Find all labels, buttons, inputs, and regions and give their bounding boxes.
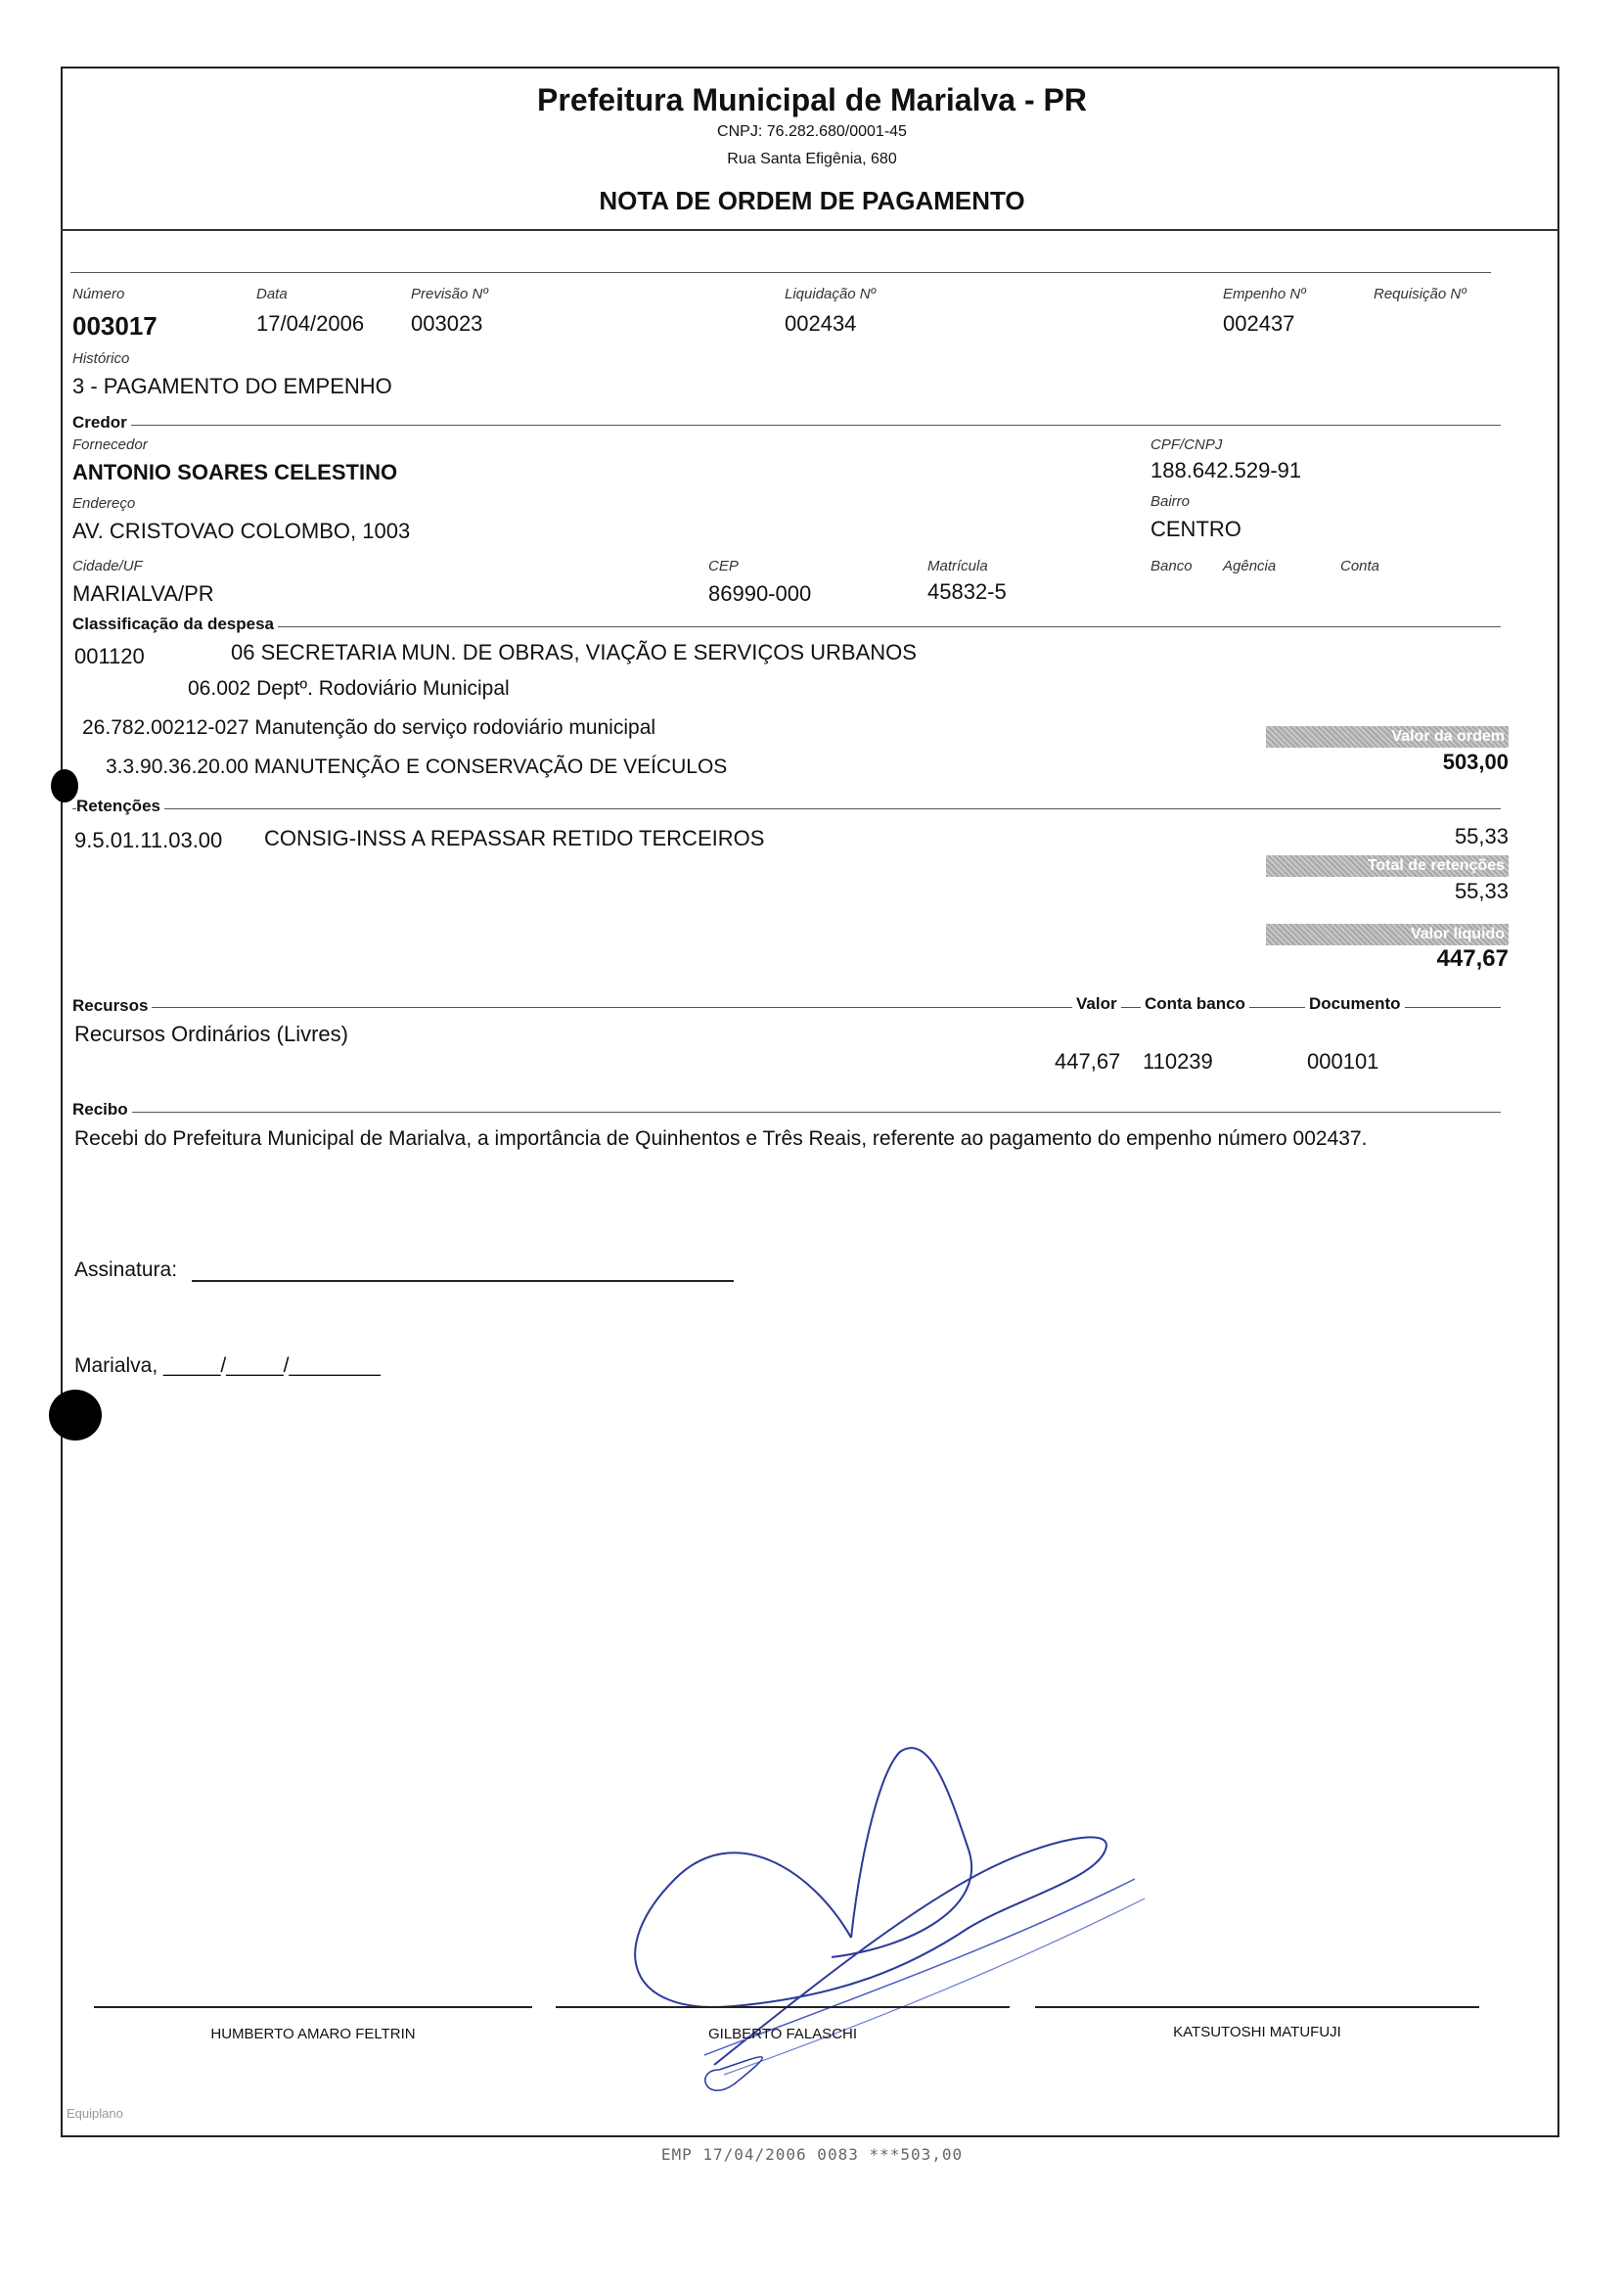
classificacao-code: 001120 <box>74 644 145 668</box>
recursos-valor-header: Valor <box>1072 994 1121 1014</box>
cep-value: 86990-000 <box>708 581 812 606</box>
punch-hole-mark <box>51 769 78 802</box>
total-retencoes-value: 55,33 <box>1454 879 1509 903</box>
bank-stamp: EMP 17/04/2006 0083 ***503,00 <box>660 2145 964 2164</box>
orgao-text: 06 SECRETARIA MUN. DE OBRAS, VIAÇÃO E SERVIÇOS URBANOS <box>231 640 917 664</box>
data-value: 17/04/2006 <box>256 311 365 336</box>
elemento-text: 3.3.90.36.20.00 MANUTENÇÃO E CONSERVAÇÃO DE VEÍCULOS <box>106 755 728 778</box>
page-title: Prefeitura Municipal de Marialva - PR <box>537 82 1087 117</box>
empenho-label: Empenho Nº <box>1223 286 1306 302</box>
recibo-section-label: Recibo <box>72 1100 132 1120</box>
header-divider <box>61 229 1559 231</box>
credor-section-label: Credor <box>72 413 131 433</box>
cpf-label: CPF/CNPJ <box>1150 436 1223 453</box>
recibo-rule <box>72 1112 1501 1113</box>
document-title: NOTA DE ORDEM DE PAGAMENTO <box>599 186 1025 215</box>
agencia-label: Agência <box>1223 558 1277 574</box>
fornecedor-value: ANTONIO SOARES CELESTINO <box>72 460 398 484</box>
recursos-valor: 447,67 <box>1055 1049 1121 1074</box>
recursos-documento: 000101 <box>1307 1049 1379 1074</box>
recursos-desc: Recursos Ordinários (Livres) <box>74 1022 348 1046</box>
signatory-name-3: KATSUTOSHI MATUFUJI <box>1173 2024 1341 2040</box>
previsao-label: Previsão Nº <box>411 286 488 302</box>
endereco-label: Endereço <box>72 495 136 512</box>
retencoes-rule <box>72 808 1501 809</box>
local-data-label: Marialva, _____/_____/________ <box>74 1354 381 1377</box>
signatory-name-1: HUMBERTO AMARO FELTRIN <box>210 2026 416 2042</box>
cidade-value: MARIALVA/PR <box>72 581 214 606</box>
signature-line-1 <box>94 2006 532 2008</box>
recursos-conta-header: Conta banco <box>1141 994 1249 1014</box>
credor-rule <box>72 425 1501 426</box>
bairro-value: CENTRO <box>1150 517 1241 541</box>
unidade-text: 06.002 Deptº. Rodoviário Municipal <box>188 677 510 700</box>
recursos-conta: 110239 <box>1143 1049 1213 1074</box>
retencao-code: 9.5.01.11.03.00 <box>74 828 223 852</box>
valor-liquido-value: 447,67 <box>1436 945 1509 972</box>
liquidacao-label: Liquidação Nº <box>785 286 877 302</box>
data-label: Data <box>256 286 288 302</box>
historico-value: 3 - PAGAMENTO DO EMPENHO <box>72 374 392 398</box>
recursos-rule <box>72 1007 1501 1008</box>
signature-line-2 <box>556 2006 1010 2008</box>
valor-liquido-label: Valor líquido <box>1266 924 1509 945</box>
cnpj-text: CNPJ: 76.282.680/0001-45 <box>717 123 907 140</box>
cidade-label: Cidade/UF <box>72 558 143 574</box>
software-footer: Equiplano <box>67 2106 123 2121</box>
cep-label: CEP <box>708 558 739 574</box>
matricula-label: Matrícula <box>927 558 988 574</box>
valor-ordem-value: 503,00 <box>1442 750 1509 774</box>
top-rule <box>70 272 1491 273</box>
total-retencoes-label: Total de retenções <box>1266 855 1509 877</box>
signature-line-3 <box>1035 2006 1479 2008</box>
retencao-desc: CONSIG-INSS A REPASSAR RETIDO TERCEIROS <box>264 826 765 850</box>
retencao-value: 55,33 <box>1454 824 1509 848</box>
punch-hole-mark <box>49 1390 102 1441</box>
recibo-text: Recebi do Prefeitura Municipal de Marialva, a importância de Quinhentos e Três Reais, referente ao pagamento do empenho número 002437. <box>74 1127 1368 1150</box>
cpf-value: 188.642.529-91 <box>1150 458 1302 482</box>
valor-ordem-label: Valor da ordem <box>1266 726 1509 748</box>
classificacao-rule <box>72 626 1501 627</box>
funcional-text: 26.782.00212-027 Manutenção do serviço rodoviário municipal <box>82 716 656 739</box>
historico-label: Histórico <box>72 350 130 367</box>
matricula-value: 45832-5 <box>927 579 1007 604</box>
fornecedor-label: Fornecedor <box>72 436 148 453</box>
assinatura-line <box>192 1280 734 1282</box>
bairro-label: Bairro <box>1150 493 1191 510</box>
previsao-value: 003023 <box>411 311 483 336</box>
numero-value: 003017 <box>72 311 158 341</box>
assinatura-label: Assinatura: <box>74 1258 178 1281</box>
banco-label: Banco <box>1150 558 1193 574</box>
requisicao-label: Requisição Nº <box>1374 286 1466 302</box>
numero-label: Número <box>72 286 125 302</box>
recursos-documento-header: Documento <box>1305 994 1405 1014</box>
recursos-section-label: Recursos <box>72 996 152 1016</box>
conta-label: Conta <box>1340 558 1380 574</box>
empenho-value: 002437 <box>1223 311 1295 336</box>
liquidacao-value: 002434 <box>785 311 857 336</box>
classificacao-section-label: Classificação da despesa <box>72 615 278 634</box>
retencoes-section-label: Retenções <box>76 797 164 816</box>
signatory-name-2: GILBERTO FALASCHI <box>708 2026 857 2042</box>
endereco-value: AV. CRISTOVAO COLOMBO, 1003 <box>72 519 411 543</box>
address-text: Rua Santa Efigênia, 680 <box>727 151 897 167</box>
